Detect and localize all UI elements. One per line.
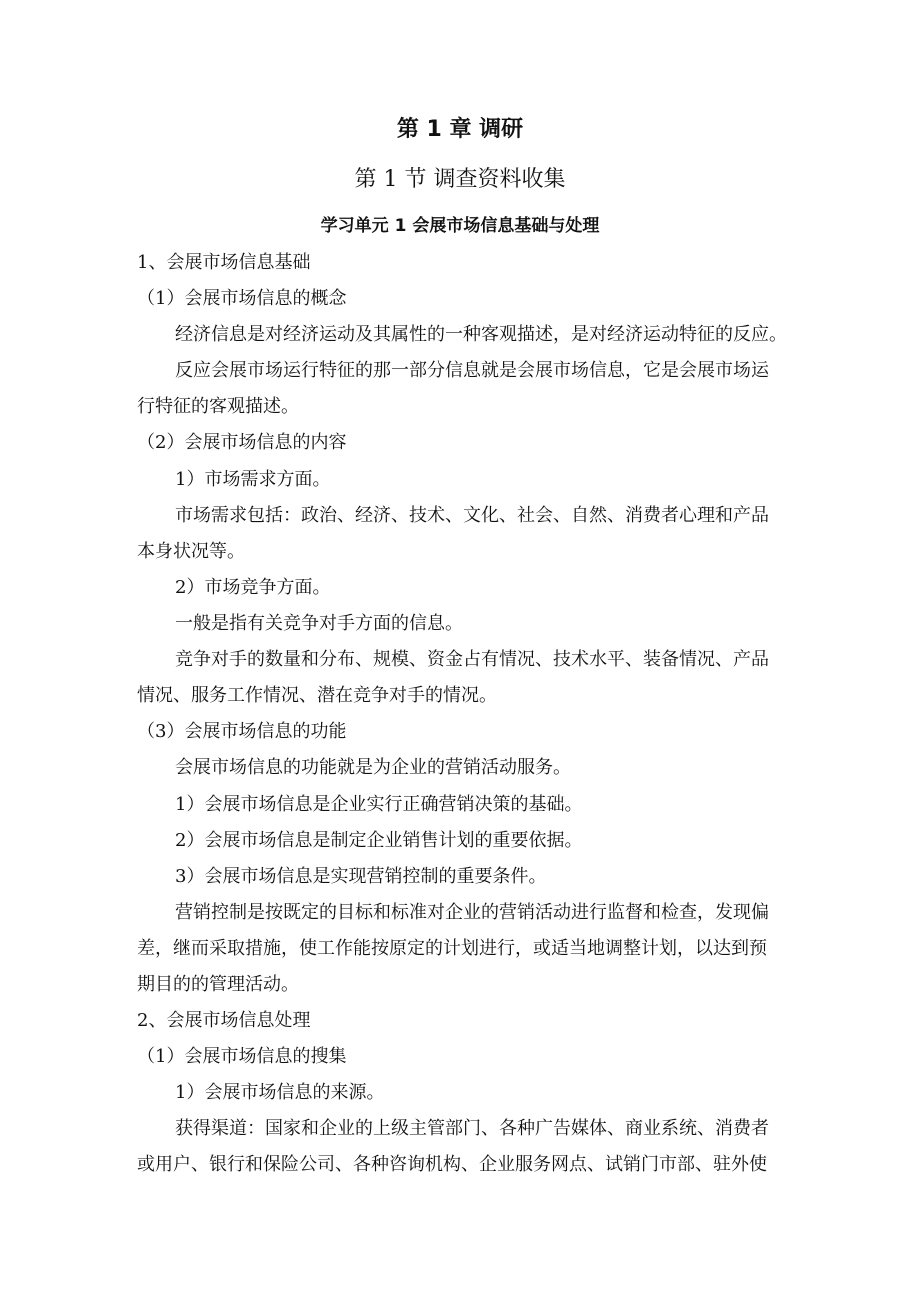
paragraph-line: 情况、服务工作情况、潜在竞争对手的情况。 (137, 685, 497, 706)
subheading: （3）会展市场信息的功能 (137, 721, 347, 742)
paragraph-line: 市场需求包括：政治、经济、技术、文化、社会、自然、消费者心理和产品 (175, 505, 769, 526)
paragraph-line: 反应会展市场运行特征的那一部分信息就是会展市场信息，它是会展市场运 (175, 360, 769, 381)
chapter-title: 第 1 章 调研 (396, 117, 524, 142)
paragraph-line: 行特征的客观描述。 (137, 396, 299, 417)
heading-2: 2、会展市场信息处理 (137, 1010, 311, 1031)
paragraph-line: 或用户、银行和保险公司、各种咨询机构、企业服务网点、试销门市部、驻外使 (137, 1154, 767, 1175)
paragraph-line: 竞争对手的数量和分布、规模、资金占有情况、技术水平、装备情况、产品 (175, 649, 769, 670)
list-item: 2）市场竞争方面。 (175, 577, 331, 598)
paragraph-line: 期目的的管理活动。 (137, 974, 299, 995)
subheading: （1）会展市场信息的概念 (137, 288, 347, 309)
paragraph-line: 获得渠道：国家和企业的上级主管部门、各种广告媒体、商业系统、消费者 (175, 1118, 769, 1139)
section-title: 第 1 节 调查资料收集 (354, 167, 566, 192)
paragraph-line: 一般是指有关竞争对手方面的信息。 (175, 613, 463, 634)
list-item: 2）会展市场信息是制定企业销售计划的重要依据。 (175, 830, 583, 851)
subheading: （2）会展市场信息的内容 (137, 432, 347, 453)
heading-1: 1、会展市场信息基础 (137, 252, 311, 273)
paragraph-line: 经济信息是对经济运动及其属性的一种客观描述，是对经济运动特征的反应。 (175, 324, 787, 345)
paragraph-line: 营销控制是按既定的目标和标准对企业的营销活动进行监督和检查，发现偏 (175, 902, 769, 923)
list-item: 1）会展市场信息是企业实行正确营销决策的基础。 (175, 794, 583, 815)
list-item: 3）会展市场信息是实现营销控制的重要条件。 (175, 866, 547, 887)
subheading: （1）会展市场信息的搜集 (137, 1046, 347, 1067)
paragraph-line: 差，继而采取措施，使工作能按原定的计划进行，或适当地调整计划，以达到预 (137, 938, 767, 959)
paragraph-line: 会展市场信息的功能就是为企业的营销活动服务。 (175, 757, 571, 778)
unit-title: 学习单元 1 会展市场信息基础与处理 (320, 216, 600, 236)
list-item: 1）会展市场信息的来源。 (175, 1082, 385, 1103)
paragraph-line: 本身状况等。 (137, 541, 245, 562)
list-item: 1）市场需求方面。 (175, 469, 331, 490)
